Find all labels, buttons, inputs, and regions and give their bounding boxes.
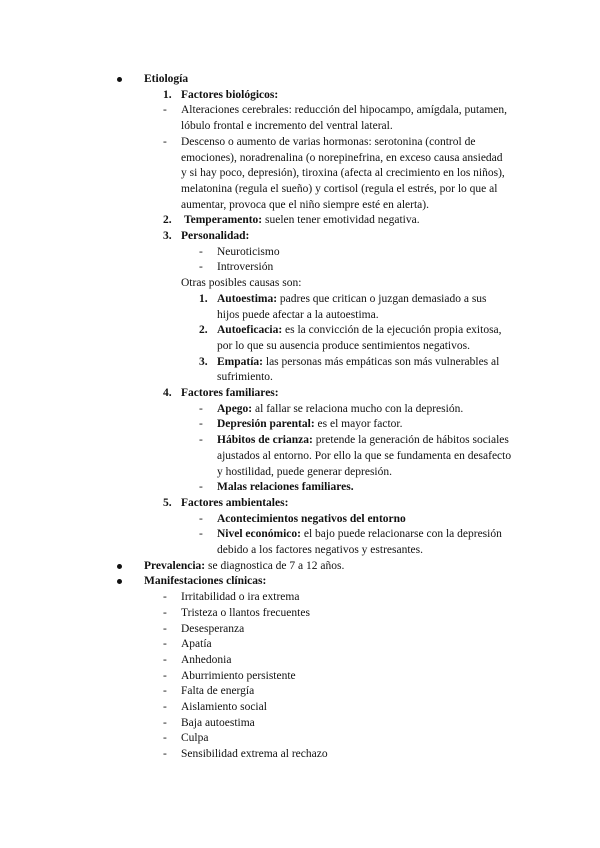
dash-marker: - — [199, 261, 203, 274]
text-span: Apatía — [181, 638, 212, 651]
sub-item-title: Empatía: — [217, 355, 263, 368]
item-title: Personalidad: — [181, 230, 250, 242]
dash-marker: - — [163, 591, 167, 604]
bullet-title: Acontecimientos negativos del entorno — [217, 512, 406, 525]
dash-marker: - — [163, 669, 167, 682]
bullet-title: Hábitos de crianza: — [217, 434, 313, 447]
text-span: emociones), noradrenalina (o norepinefrina, en exceso causa ansiedad — [181, 151, 503, 164]
text-span: lóbulo frontal e incremento del ventral lateral. — [181, 120, 393, 133]
list-number: 2. — [163, 214, 172, 227]
sub-item-line — [217, 338, 470, 354]
item-title: Factores biológicos: — [181, 88, 279, 101]
symptom-item — [181, 683, 254, 699]
bullet-line — [217, 511, 406, 527]
dash-marker: - — [163, 716, 167, 729]
text-span: hijos puede afectar a la autoestima. — [217, 308, 379, 321]
bullet-title: Nivel económico: — [217, 528, 301, 541]
sub-item-line — [217, 369, 273, 385]
dash-marker: - — [199, 245, 203, 258]
symptom-item — [181, 589, 299, 605]
item-personalidad — [181, 228, 249, 244]
sub-item-line — [217, 322, 502, 338]
text-span: melatonina (regula el sueño) y cortisol (regula el estrés, por lo que al — [181, 182, 498, 195]
other-causes-intro — [181, 275, 301, 291]
manifestaciones-heading — [144, 573, 266, 589]
text-span: Anhedonia — [181, 653, 232, 666]
text-span: Aburrimiento persistente — [181, 669, 296, 682]
sub-item-line — [217, 307, 379, 323]
section-heading-etiologia: Etiología — [144, 73, 189, 85]
bullet-line — [217, 416, 402, 432]
dash-marker: - — [163, 748, 167, 761]
bullet-dot-icon — [117, 564, 122, 569]
list-number: 4. — [163, 387, 172, 399]
text-span: Otras posibles causas son: — [181, 277, 302, 290]
text-span: Neuroticismo — [217, 245, 280, 258]
bullet-line — [217, 448, 511, 464]
bullet-text-line — [181, 150, 503, 166]
symptom-item — [181, 636, 212, 652]
text-span: Aislamiento social — [181, 701, 267, 713]
dash-marker: - — [199, 528, 203, 541]
symptom-item — [181, 746, 328, 762]
bullet-dot-icon — [117, 77, 122, 82]
text-span: Descenso o aumento de varias hormonas: serotonina (control de — [181, 135, 476, 148]
dash-marker: - — [199, 481, 203, 494]
dash-marker: - — [199, 402, 203, 415]
symptom-item — [181, 605, 310, 621]
item-temperamento — [184, 212, 420, 228]
sub-list-number: 2. — [199, 324, 208, 337]
text-span: y si hay poco, depresión), tiroxina (afecta al crecimiento en los niños), — [181, 167, 505, 180]
dash-marker: - — [163, 638, 167, 651]
list-number: 5. — [163, 496, 172, 509]
sub-item-line — [217, 291, 487, 307]
text-span: debido a los factores negativos y estresantes. — [217, 544, 423, 556]
list-number: 1. — [163, 88, 172, 101]
bullet-dot-icon — [117, 579, 122, 584]
sub-list-number: 1. — [199, 292, 208, 305]
symptom-item — [181, 730, 208, 746]
text-span: Tristeza o llantos frecuentes — [181, 606, 310, 619]
text-span: Alteraciones cerebrales: reducción del hipocampo, amígdala, putamen, — [181, 104, 508, 117]
text-span: aumentar, provoca que el niño siempre esté en alerta). — [181, 198, 429, 211]
bullet-title: Malas relaciones familiares. — [217, 481, 354, 494]
text-span: Baja autoestima — [181, 716, 255, 729]
symptom-item — [181, 699, 267, 715]
sub-item-title: Autoestima: — [217, 292, 278, 305]
text-span: las personas más empáticas son más vulnerables al — [263, 355, 500, 368]
personality-trait — [217, 259, 273, 275]
dash-marker: - — [163, 701, 167, 713]
section-heading-prevalencia: Prevalencia: — [144, 559, 206, 572]
bullet-text-line — [181, 102, 507, 118]
symptom-item — [181, 621, 244, 637]
bullet-line — [217, 464, 392, 480]
text-span: Irritabilidad o ira extrema — [181, 591, 300, 604]
symptom-item — [181, 652, 231, 668]
dash-marker: - — [163, 622, 167, 635]
bullet-line — [217, 542, 423, 558]
section-heading-manifestaciones: Manifestaciones clínicas: — [144, 575, 267, 588]
dash-marker: - — [199, 434, 203, 447]
bullet-title: Depresión parental: — [217, 418, 315, 431]
text-span: es el mayor factor. — [314, 418, 403, 431]
text-span: pretende la generación de hábitos sociales — [312, 434, 509, 447]
text-span: Desesperanza — [181, 622, 245, 635]
text-span: suelen tener emotividad negativa. — [262, 214, 420, 227]
text-span: Falta de energía — [181, 685, 255, 698]
bullet-text-line — [181, 134, 475, 150]
bullet-line — [217, 479, 354, 495]
symptom-item — [181, 715, 255, 731]
sub-item-title: Autoeficacia: — [217, 324, 283, 337]
sub-list-number: 3. — [199, 355, 208, 368]
text-span: padres que critican o juzgan demasiado a sus — [277, 292, 487, 305]
item-title: Factores familiares: — [181, 387, 279, 399]
dash-marker: - — [163, 653, 167, 666]
text-span: por lo que su ausencia produce sentimientos negativos. — [217, 339, 470, 352]
item-factores-biologicos — [181, 87, 278, 103]
dash-marker: - — [199, 418, 203, 431]
text-span: se diagnostica de 7 a 12 años. — [205, 559, 345, 572]
dash-marker: - — [163, 104, 167, 117]
text-span: Introversión — [217, 261, 274, 274]
text-span: Sensibilidad extrema al rechazo — [181, 748, 328, 761]
dash-marker: - — [163, 732, 167, 745]
text-span: sufrimiento. — [217, 371, 273, 384]
list-number: 3. — [163, 230, 172, 242]
bullet-title: Apego: — [217, 402, 253, 415]
bullet-text-line — [181, 118, 393, 134]
dash-marker: - — [163, 135, 167, 148]
bullet-text-line — [181, 181, 497, 197]
bullet-line — [217, 401, 463, 417]
item-title: Temperamento: — [184, 214, 263, 227]
text-span: Culpa — [181, 732, 209, 745]
text-span: el bajo puede relacionarse con la depresión — [301, 528, 502, 541]
etiologia-heading — [144, 71, 188, 87]
text-span: y hostilidad, puede generar depresión. — [217, 465, 392, 478]
bullet-line — [217, 432, 509, 448]
sub-item-line — [217, 354, 499, 370]
prevalencia-line — [144, 558, 344, 574]
text-span: es la convicción de la ejecución propia exitosa, — [282, 324, 502, 337]
dash-marker: - — [163, 685, 167, 698]
bullet-line — [217, 526, 502, 542]
bullet-text-line — [181, 197, 429, 213]
dash-marker: - — [163, 606, 167, 619]
symptom-item — [181, 668, 296, 684]
bullet-text-line — [181, 165, 505, 181]
text-span: al fallar se relaciona mucho con la depresión. — [252, 402, 464, 415]
text-span: ajustados al entorno. Por ello la que se fundamenta en desafecto — [217, 449, 512, 462]
dash-marker: - — [199, 512, 203, 525]
item-factores-ambientales — [181, 495, 288, 511]
item-title: Factores ambientales: — [181, 496, 289, 509]
personality-trait — [217, 244, 280, 260]
item-factores-familiares — [181, 385, 279, 401]
